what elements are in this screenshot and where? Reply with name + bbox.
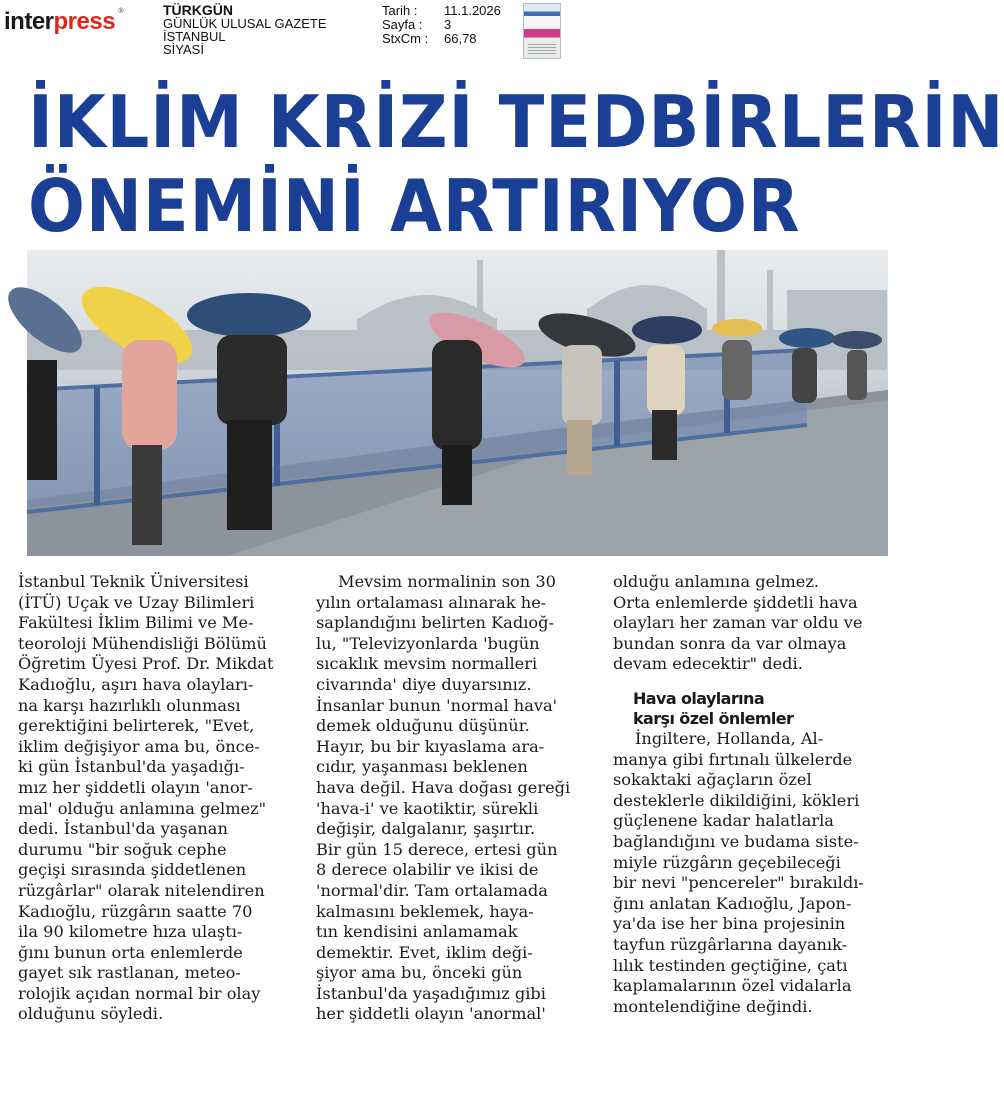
article-line: bundan sonra da var olmaya	[613, 633, 847, 653]
registered-mark: ®	[118, 8, 124, 15]
logo-main-text: inter	[4, 8, 54, 35]
article-line: 'normal'dir. Tam ortalamada	[316, 880, 548, 900]
article-line: demek olduğunu düşünür.	[316, 716, 530, 736]
article-line: olayları her zaman var oldu ve	[613, 613, 863, 633]
column-3-bottom-text	[613, 729, 889, 1017]
meta-row-date	[382, 4, 501, 18]
article-line: cıdır, yaşanması beklenen	[316, 757, 528, 777]
article-line: tın kendisini anlamamak	[316, 922, 518, 942]
article-line: İngiltere, Hollanda, Al-	[635, 728, 824, 748]
article-line: ya'da ise her bina projesinin	[613, 914, 846, 934]
headline-line-1: İKLİM KRİZİ TEDBİRLERİN	[28, 80, 1004, 164]
article-line: montelendiğine değindi.	[613, 996, 813, 1016]
publication-info	[163, 4, 327, 56]
article-line: ğını bunun orta enlemlerde	[18, 942, 243, 962]
article-line: İstanbul'da yaşadığımız gibi	[316, 983, 546, 1003]
article-column-1	[18, 572, 300, 1025]
headline-line-2: ÖNEMİNİ ARTIRIYOR	[28, 164, 801, 248]
article-line: Kadıoğlu, rüzgârın saatte 70	[18, 901, 253, 921]
article-line: teoroloji Mühendisliği Bölümü	[18, 633, 267, 653]
article-line: 8 derece olabilir ve ikisi de	[316, 860, 539, 880]
rainy-bridge-photo	[27, 250, 888, 556]
article-line: bağlandığını ve budama siste-	[613, 831, 859, 851]
meta-value: 3	[444, 17, 452, 32]
article-line: dedi. İstanbul'da yaşanan	[18, 819, 228, 839]
publication-type: GÜNLÜK ULUSAL GAZETE	[163, 16, 327, 31]
column-3-top-text	[613, 572, 889, 675]
article-line: olduğu anlamına gelmez.	[613, 572, 820, 591]
article-line: kaplamalarının özel vidalarla	[613, 976, 852, 996]
publication-city: İSTANBUL	[163, 29, 226, 44]
meta-value: 11.1.2026	[444, 3, 501, 18]
article-line: güçlenene kadar halatlarla	[613, 811, 834, 831]
article-line: geçişi sırasında şiddetlenen	[18, 860, 247, 880]
article-line: Fakültesi İklim Bilimi ve Me-	[18, 613, 254, 633]
article-line: ğını anlatan Kadıoğlu, Japon-	[613, 893, 852, 913]
photo-illustration	[27, 250, 888, 556]
article-line: bir nevi "pencereler" bırakıldı-	[613, 873, 864, 893]
meta-key: Tarih :	[382, 3, 418, 18]
article-line: Hayır, bu bir kıyaslama ara-	[316, 736, 545, 756]
meta-row-stxcm	[382, 32, 501, 46]
article-line: gerektiğini belirterek, "Evet,	[18, 716, 255, 736]
clip-meta	[382, 4, 501, 46]
article-line: sokaktaki ağaçların özel	[613, 770, 812, 790]
article-line: Bir gün 15 derece, ertesi gün	[316, 839, 558, 859]
subheading-line-1: Hava olaylarına	[633, 688, 765, 708]
article-line: kalmasını beklemek, haya-	[316, 901, 534, 921]
article-line: lu, "Televizyonlarda 'bugün	[316, 633, 540, 653]
article-line: durumu "bir soğuk cephe	[18, 839, 227, 859]
interpress-logo	[4, 8, 124, 36]
article-line: Kadıoğlu, aşırı hava olayları-	[18, 674, 254, 694]
article-line: tayfun rüzgârlarına dayanık-	[613, 934, 848, 954]
article-line: Mevsim normalinin son 30	[338, 572, 556, 591]
publication-name: TÜRKGÜN	[163, 2, 233, 18]
article-line: demektir. Evet, iklim deği-	[316, 942, 533, 962]
meta-key: StxCm :	[382, 31, 429, 46]
headline	[28, 80, 1004, 248]
article-line: ila 90 kilometre hıza ulaştı-	[18, 922, 243, 942]
subheading-line-2: karşı özel önlemler	[633, 708, 794, 728]
meta-value: 66,78	[444, 31, 477, 46]
article-line: miyle rüzgârın geçebileceği	[613, 852, 841, 872]
article-line: sıcaklık mevsim normalleri	[316, 654, 538, 674]
subheading	[633, 689, 889, 729]
article-line: hava değil. Hava doğası gereği	[316, 777, 571, 797]
article-line: gayet sık rastlanan, meteo-	[18, 963, 241, 983]
meta-row-page	[382, 18, 501, 32]
article-line: her şiddetli olayın 'anormal'	[316, 1004, 546, 1024]
article-line: saplandığını belirten Kadıoğ-	[316, 613, 554, 633]
article-line: 'hava-i' ve kaotiktir, sürekli	[316, 798, 539, 818]
article-line: rüzgârlar" olarak nitelendiren	[18, 880, 265, 900]
article-line: desteklerle dikildiğini, kökleri	[613, 790, 860, 810]
article-line: civarında' diye duyarsınız.	[316, 674, 532, 694]
publication-section: SİYASİ	[163, 42, 204, 57]
article-line: değişir, dalgalanır, şaşırtır.	[316, 819, 536, 839]
article-line: na karşı hazırlıklı olunması	[18, 695, 241, 715]
article-line: devam edecektir" dedi.	[613, 654, 803, 674]
logo-accent-text: press	[53, 8, 116, 35]
article-line: olduğunu söyledi.	[18, 1004, 164, 1024]
article-line: mız her şiddetli olayın 'anor-	[18, 777, 253, 797]
article-line: yılın ortalaması alınarak he-	[316, 592, 547, 612]
article-line: rolojik açıdan normal bir olay	[18, 983, 261, 1003]
meta-key: Sayfa :	[382, 17, 423, 32]
article-column-3	[613, 572, 889, 1017]
article-column-2	[316, 572, 598, 1025]
article-line: mal' olduğu anlamına gelmez"	[18, 798, 267, 818]
article-line: Öğretim Üyesi Prof. Dr. Mikdat	[18, 654, 274, 674]
article-line: Orta enlemlerde şiddetli hava	[613, 592, 858, 612]
article-line: ki gün İstanbul'da yaşadığı-	[18, 757, 245, 777]
article-line: iklim değişiyor ama bu, önce-	[18, 736, 260, 756]
article-line: İstanbul Teknik Üniversitesi	[18, 572, 249, 591]
article-line: manya gibi fırtınalı ülkelerde	[613, 749, 853, 769]
page-thumbnail-icon[interactable]	[523, 3, 561, 59]
article-line: (İTÜ) Uçak ve Uzay Bilimleri	[18, 592, 255, 612]
article-line: şiyor ama bu, önceki gün	[316, 963, 523, 983]
article-line: İnsanlar bunun 'normal hava'	[316, 695, 558, 715]
article-line: lılık testinden geçtiğine, çatı	[613, 955, 848, 975]
